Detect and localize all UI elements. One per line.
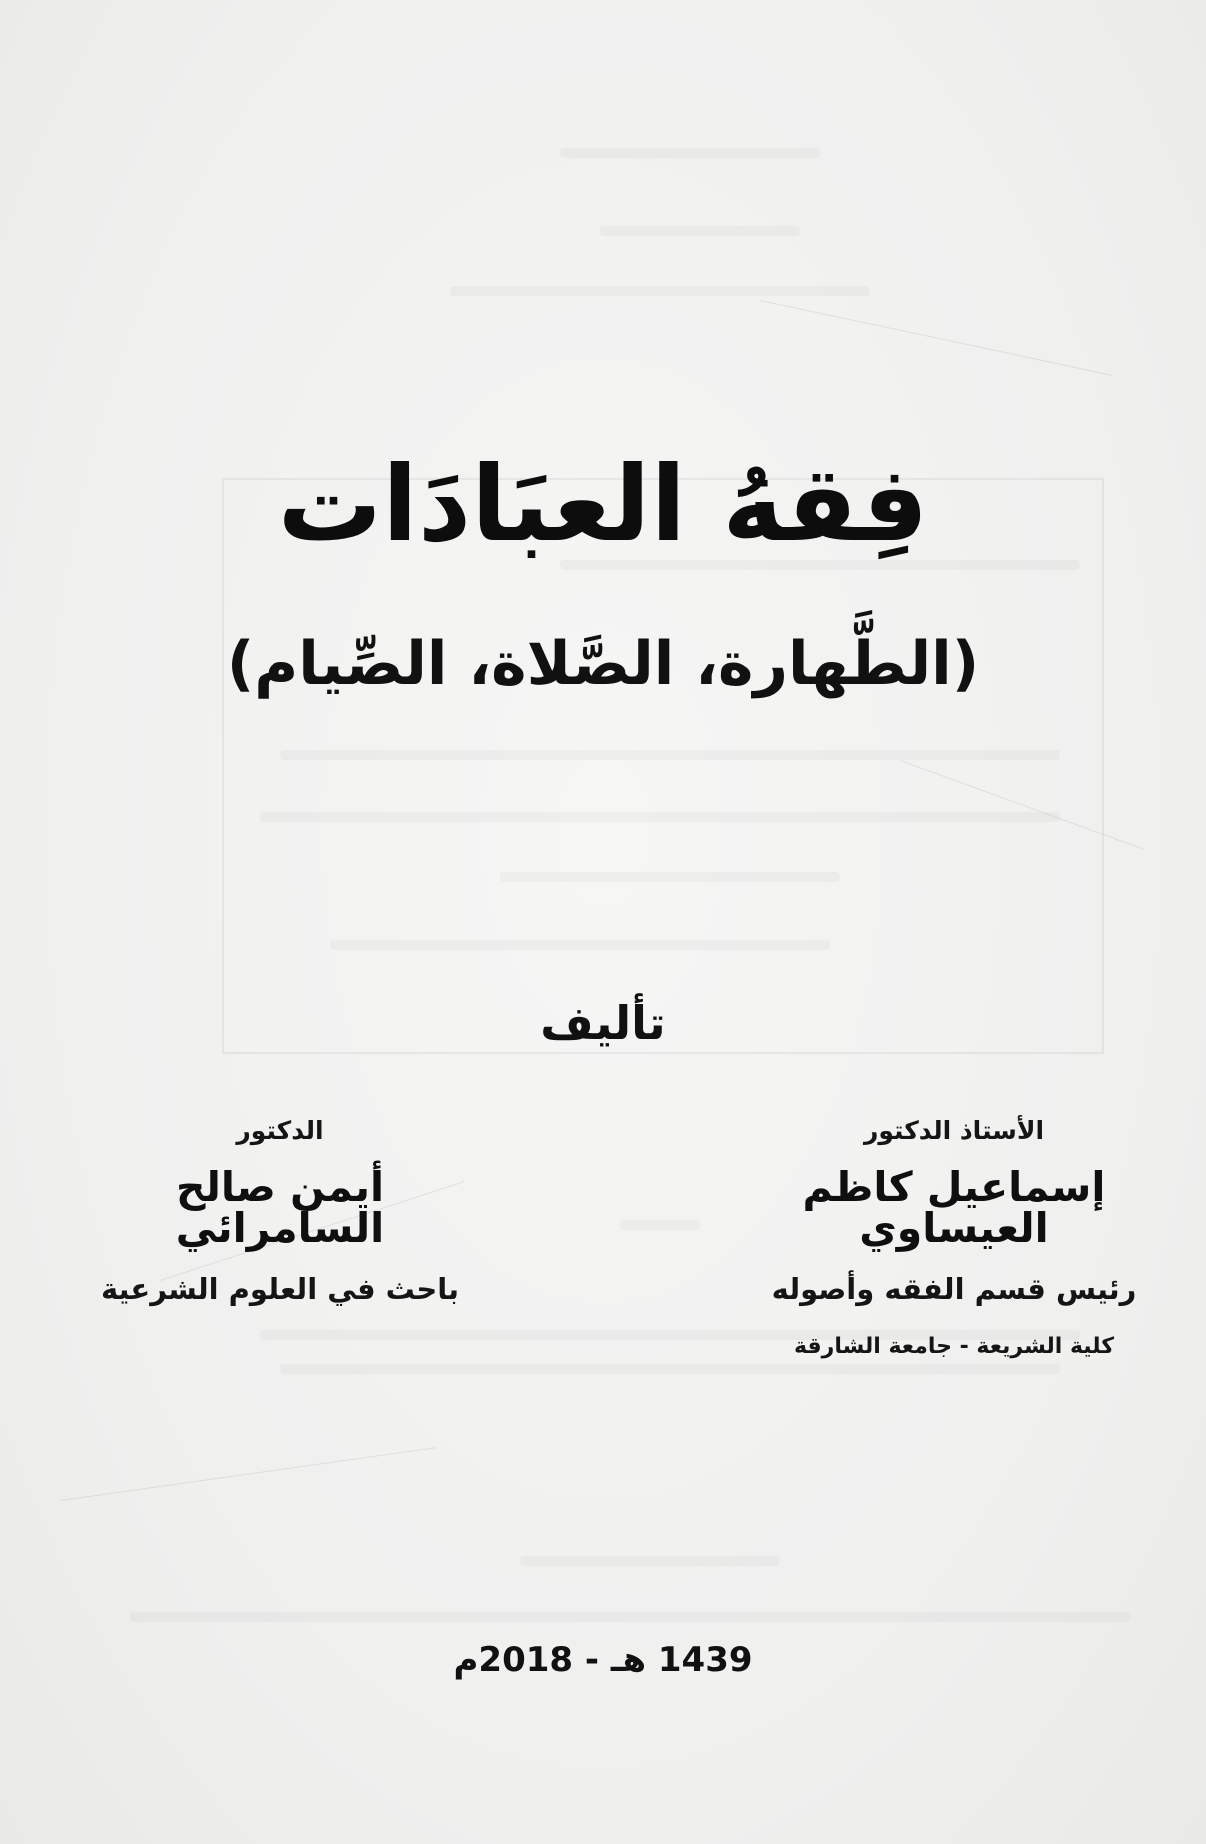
bleed-through-line [280, 750, 1060, 760]
bleed-through-line [620, 1220, 700, 1230]
author-name: إسماعيل كاظم العيساوي [802, 1163, 1106, 1252]
bleed-through-line [330, 940, 830, 950]
book-subtitle: (الطَّهارة، الصَّلاة، الصِّيام) [226, 629, 980, 699]
paper-scratch [60, 1447, 436, 1501]
authored-by-label: تأليف [540, 996, 666, 1050]
author-academic-title: الدكتور [236, 1116, 324, 1145]
author-position: باحث في العلوم الشرعية [100, 1272, 460, 1306]
author-primary [744, 1118, 1164, 1358]
bleed-through-line [450, 286, 870, 296]
bleed-through-line [130, 1612, 1130, 1622]
book-title: فِقهُ العبَادَات [277, 443, 929, 565]
bleed-through-line [600, 226, 800, 236]
paper-scratch [760, 300, 1112, 376]
bleed-through-line [260, 812, 1060, 822]
author-academic-title: الأستاذ الدكتور [863, 1116, 1045, 1145]
publication-date: 1439 هـ - 2018م [453, 1640, 753, 1680]
bleed-through-line [500, 872, 840, 882]
author-name: أيمن صالح السامرائي [175, 1163, 385, 1252]
bleed-through-line [520, 1556, 780, 1566]
author-affiliation: كلية الشريعة - جامعة الشارقة [793, 1334, 1115, 1359]
author-position: رئيس قسم الفقه وأصوله [771, 1272, 1137, 1306]
bleed-through-line [560, 148, 820, 158]
bleed-through-line [280, 1364, 1060, 1374]
author-secondary [70, 1118, 490, 1304]
